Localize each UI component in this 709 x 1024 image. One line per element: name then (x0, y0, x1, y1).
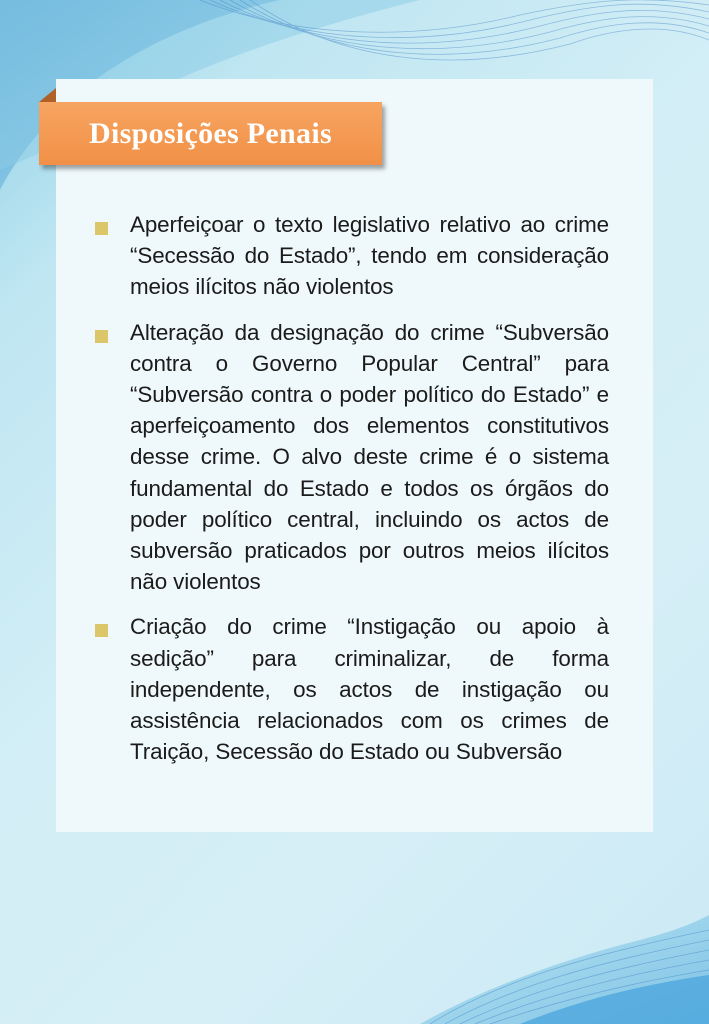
title-banner (39, 102, 382, 165)
page-title: Disposições Penais (89, 117, 332, 150)
list-item-text: Alteração da designação do crime “Subversão contra o Governo Popular Central” para “Subversão contra o poder político do Estado” e aperfeiçoamento dos elementos constitutivos desse crime. O alvo deste crime é o sistema fundamental do Estado e todos os órgãos do poder político central, incluindo os actos de subversão praticados por outros meios ilícitos não violentos (130, 319, 609, 595)
list-item (95, 611, 609, 767)
list-item (95, 317, 609, 598)
list-item (95, 209, 609, 303)
list-item-text: Criação do crime “Instigação ou apoio à sedição” para criminalizar, de forma independente, os actos de instigação ou assistência relacionados com os crimes de Traição, Secessão do Estado ou Subversão (130, 614, 609, 765)
square-bullet-icon (95, 222, 108, 235)
banner-fold (39, 88, 56, 102)
list-item-text: Aperfeiçoar o texto legislativo relativo ao crime “Secessão do Estado”, tendo em consideração meios ilícitos não violentos (130, 212, 609, 300)
square-bullet-icon (95, 330, 108, 343)
square-bullet-icon (95, 624, 108, 637)
bullet-list (95, 209, 609, 781)
